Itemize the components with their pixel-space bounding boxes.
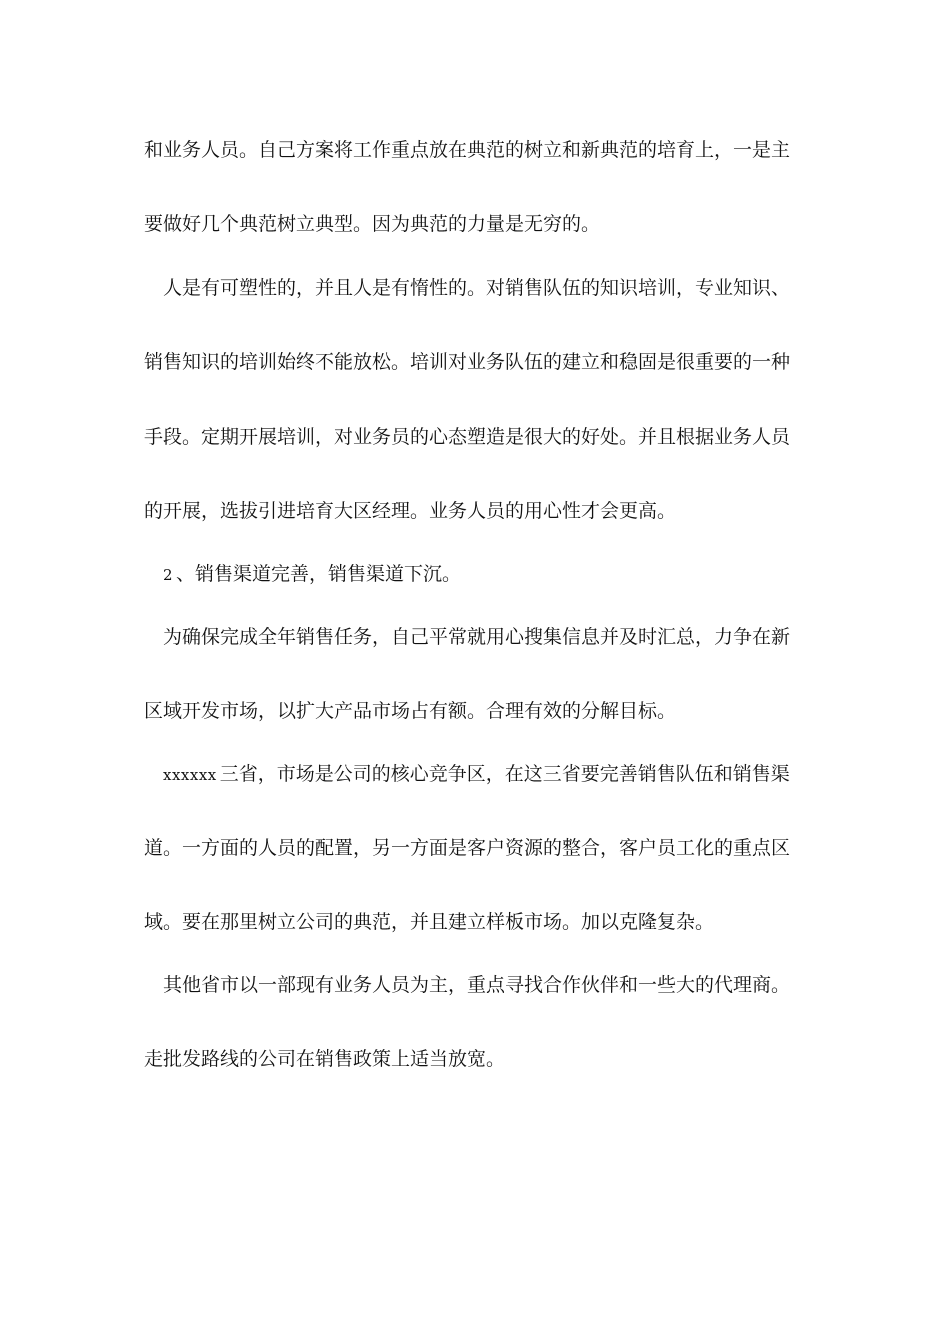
paragraph-line: 手段。定期开展培训，对业务员的心态塑造是很大的好处。并且根据业务人员	[144, 426, 791, 448]
paragraph-line: 的开展，选拔引进培育大区经理。业务人员的用心性才会更高。	[144, 500, 677, 522]
paragraph-line: 走批发路线的公司在销售政策上适当放宽。	[144, 1048, 506, 1070]
paragraph-line: 其他省市以一部现有业务人员为主，重点寻找合作伙伴和一些大的代理商。	[163, 974, 791, 996]
paragraph-line: 人是有可塑性的，并且人是有惰性的。对销售队伍的知识培训，专业知识、	[163, 277, 791, 299]
paragraph-line: 域。要在那里树立公司的典范，并且建立样板市场。加以克隆复杂。	[144, 911, 715, 933]
region-placeholder: xxxxxx	[163, 766, 217, 784]
paragraph-text: 三省，市场是公司的核心竞争区，在这三省要完善销售队伍和销售渠	[219, 763, 790, 785]
paragraph-line: 为确保完成全年销售任务，自己平常就用心搜集信息并及时汇总，力争在新	[163, 626, 791, 648]
paragraph-line: 和业务人员。自己方案将工作重点放在典范的树立和新典范的培育上，一是主	[144, 139, 791, 161]
paragraph-line: 要做好几个典范树立典型。因为典范的力量是无穷的。	[144, 213, 601, 235]
section-number: 2	[163, 566, 174, 584]
section-heading-text: 、销售渠道完善，销售渠道下沉。	[176, 563, 462, 585]
section-heading	[163, 558, 813, 590]
paragraph-line	[163, 758, 813, 790]
paragraph-line: 道。一方面的人员的配置，另一方面是客户资源的整合，客户员工化的重点区	[144, 837, 791, 859]
paragraph-line: 区域开发市场，以扩大产品市场占有额。合理有效的分解目标。	[144, 700, 677, 722]
paragraph-line: 销售知识的培训始终不能放松。培训对业务队伍的建立和稳固是很重要的一种	[144, 351, 791, 373]
